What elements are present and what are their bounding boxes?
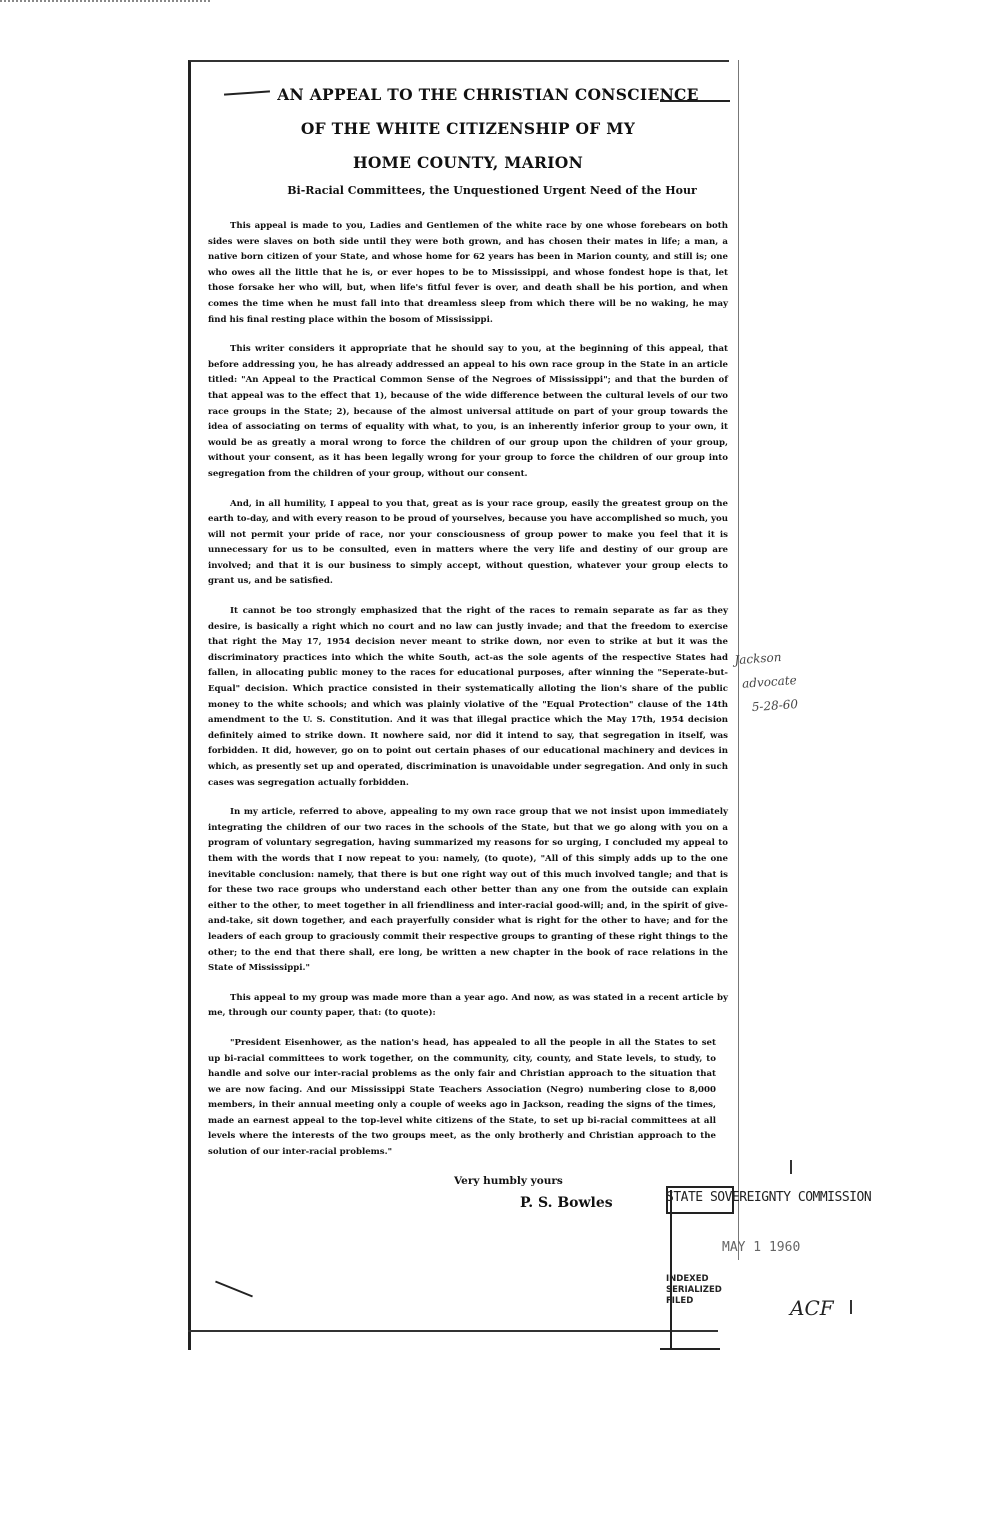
stamp-status-indexed: INDEXED [666, 1274, 709, 1284]
body-paragraph: This writer considers it appropriate that he should say to you, at the beginning of this appeal, that before addressing you, he has already addressed an appeal to his own race group in the State in an article titled: "An Appeal to the Practical Common Sense of the Negroes of Mississippi"; and that the burden of that appeal was to the effect that 1), because of the wide difference between the cultural levels of our two race groups in the State; 2), because of the almost universal attitude on part of your group towards the idea of associating on terms of equality with what, to you, is an inherently inferior group to your own, it would be as greatly a moral wrong to force the children of our group upon the children of your group, without your consent, as it has been legally wrong for your group to force the children of our group into segregation from the children of your group, without our consent. [208, 344, 728, 479]
stamp-frame-edge [660, 1348, 720, 1350]
closing-line: Very humbly yours [454, 1174, 563, 1187]
quoted-paragraph: "President Eisenhower, as the nation's head, has appealed to all the people in all the States to set up bi-racial committees to work together, on the community, city, county, and State levels, to study, to handle and solve our inter-racial problems as the only fair and Christian approach to the situation that we are now facing. And our Mississippi State Teachers Association (Negro) numbering close to 8,000 members, in their annual meeting only a couple of weeks ago in Jackson, reading the signs of the times, made an earnest appeal to the top-level white citizens of the State, to set up bi-racial committees at all levels where the interests of the two groups meet, as the only brotherly and Christian approach to the solution of our inter-racial problems." [208, 1037, 716, 1158]
stamp-date: MAY 1 1960 [722, 1240, 801, 1255]
newspaper-clipping [208, 78, 728, 1211]
handwritten-line: Jackson [733, 649, 782, 668]
body-paragraph: In my article, referred to above, appealing to my own race group that we not insist upon immediately integrating the children of our two races in the schools of the State, but that we go along with you on a program of voluntary segregation, having summarized my reasons for so urging, I concluded my appeal to them with the words that I now repeat to you: namely, (to quote), "All of this simply adds up to the one inevitable conclusion: namely, that there is but one right way out of this much involved tangle; and that is for these two race groups who understand each other better than any one from the outside can explain either to the other, to meet together in all friendliness and inter-racial good-will; and, in the spirit of give-and-take, sit down together, and each prayerfully consider what is right for the other to have; and for the leaders of each group to graciously commit their respective groups to granting of these right things to the other; to the end that there shall, ere long, be written a new chapter in the book of race relations in the State of Mississippi." [208, 807, 728, 974]
body-paragraph: It cannot be too strongly emphasized that the right of the races to remain separate as far as they desire, is basically a right which no court and no law can justly invade; and that the freedom to exercise that right the May 17, 1954 decision never meant to strike down, nor even to strike at but it was the discriminatory practices into which the white South, act-as the sole agents of the respective States had fallen, in allocating public money to the races for educational purposes, after winning the "Seperate-but-Equal" decision. Which practice consisted in their systematically alloting the lion's share of the public money to the white schools; and which was plainly violative of the "Equal Protection" clause of the 14th amendment to the U. S. Constitution. And it was that illegal practice which the May 17th, 1954 decision definitely aimed to strike down. It nowhere said, nor did it intend to say, that segregation in itself, was forbidden. It did, however, go on to point out certain phases of our educational machinery and devices in which, as presently set up and operated, discrimination is unavoidable under segregation. And only in such cases was segregation actually forbidden. [208, 606, 728, 788]
edge-tick-mark [790, 1160, 792, 1174]
commission-stamp [658, 1182, 872, 1337]
stamp-initials: ACF [790, 1296, 834, 1320]
body-paragraph: This appeal to my group was made more than a year ago. And now, as was stated in a recent article by me, through our county paper, that: (to quote): [208, 992, 728, 1019]
subheadline: Bi-Racial Committees, the Unquestioned Urgent Need of the Hour [287, 184, 697, 197]
handwritten-source-note [734, 640, 859, 720]
headline-line-2: OF THE WHITE CITIZENSHIP OF MY [300, 119, 636, 138]
body-paragraph: This appeal is made to you, Ladies and Gentlemen of the white race by one whose forebears on both sides were slaves on both side until they were both grown, and has chosen their mates in life; a man, a native born citizen of your State, and whose home for 62 years has been in Marion county, and still is; one who owes all the little that he is, or ever hopes to be to Mississippi, and whose fondest hope is that, let those forsake her who will, but, when life's fitful fever is over, and death shall be his portion, and when comes the time when he must fall into that dreamless sleep from which there will be no waking, he may find his final resting place within the bosom of Mississippi. [208, 221, 728, 325]
handwritten-line: 5-28-60 [751, 696, 799, 715]
signature: P. S. Bowles [520, 1194, 613, 1211]
handwritten-line: advocate [741, 672, 798, 691]
stamp-status-list [666, 1274, 722, 1307]
stamp-status-filed: FILED [666, 1296, 694, 1306]
stamp-header: STATE SOVEREIGNTY COMMISSION [666, 1190, 872, 1205]
headline-line-1: AN APPEAL TO THE CHRISTIAN CONSCIENCE [277, 85, 699, 104]
stamp-status-serialized: SERIALIZED [666, 1285, 722, 1295]
body-paragraph: And, in all humility, I appeal to you that, great as is your race group, easily the greatest group on the earth to-day, and with every reason to be proud of yourselves, because you have accomplished so much, you will not permit your pride of race, nor your consciousness of group power to make you feel that it is unnecessary for us to be consulted, even in matters where the very life and destiny of our group are involved; and that it is our business to simply accept, without question, whatever your group elects to grant us, and be satisfied. [208, 498, 728, 587]
top-edge-dots [0, 0, 210, 5]
headline-line-3: HOME COUNTY, MARION [352, 153, 584, 172]
clipping-bottom-edge [188, 1330, 718, 1332]
